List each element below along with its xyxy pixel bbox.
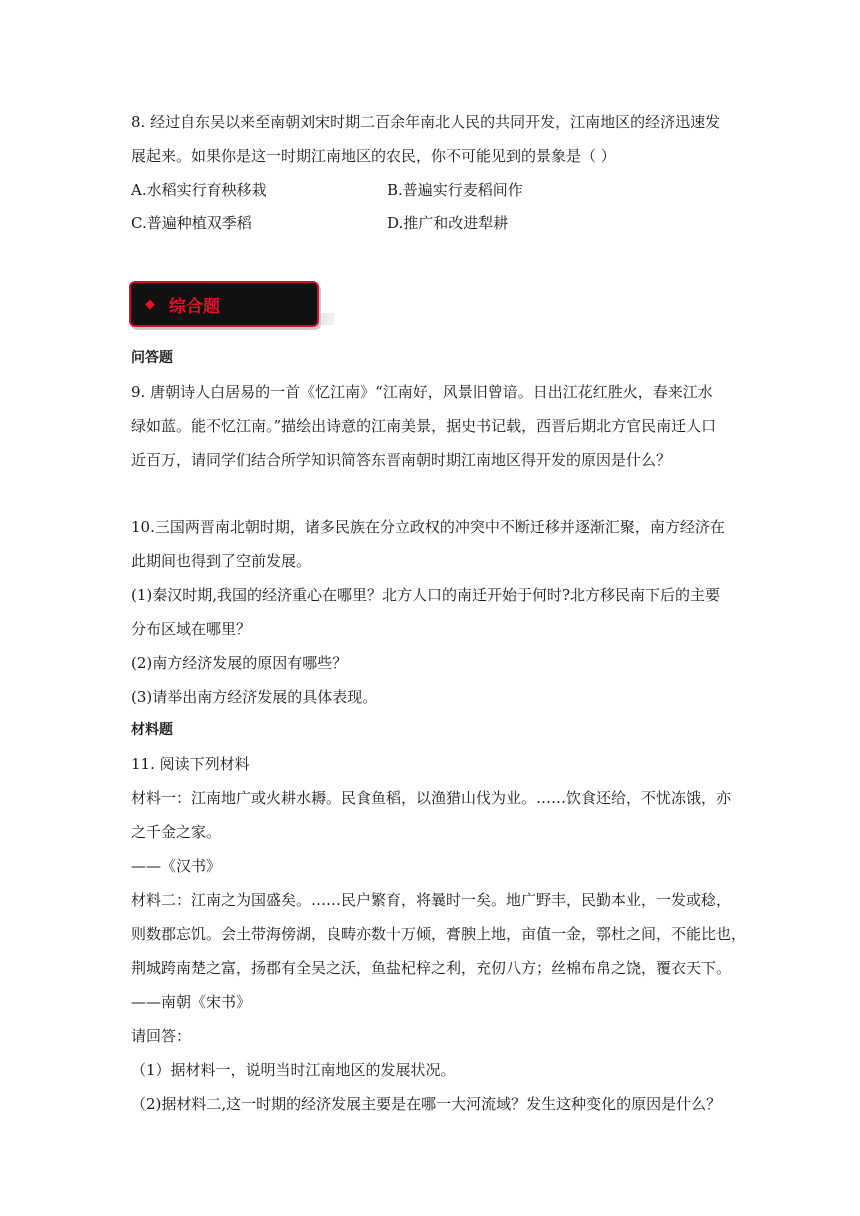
q10-sub1-line-1: (1)秦汉时期,我国的经济重心在哪里？北方人口的南迁开始于何时?北方移民南下后的主要 bbox=[131, 586, 721, 604]
q11-material2-source: ——南朝《宋书》 bbox=[131, 993, 252, 1011]
q9-line-1: 9. 唐朝诗人白居易的一首《忆江南》“江南好，风景旧曾谙。日出江花红胜火，春来江水 bbox=[131, 383, 713, 401]
q8-option-c: C.普遍种植双季稻 bbox=[131, 214, 252, 232]
q8-stem-line-1: 8. 经过自东吴以来至南朝刘宋时期二百余年南北人民的共同开发，江南地区的经济迅速发 bbox=[131, 113, 721, 131]
q8-option-d: D.推广和改进犁耕 bbox=[387, 214, 509, 232]
q11-material1-line-1: 材料一：江南地广或火耕水耨。民食鱼稻，以渔猎山伐为业。……饮食还给，不忧冻饿，亦 bbox=[131, 789, 732, 807]
q8-option-b: B.普遍实行麦稻间作 bbox=[387, 181, 523, 199]
section-heading-material: 材料题 bbox=[131, 722, 173, 738]
q8-option-a: A.水稻实行育秧移栽 bbox=[131, 181, 267, 199]
q10-sub1-line-2: 分布区域在哪里？ bbox=[131, 620, 252, 638]
section-heading-qa: 问答题 bbox=[131, 350, 173, 366]
section-banner bbox=[129, 281, 319, 327]
q9-line-2: 绿如蓝。能不忆江南。”描绘出诗意的江南美景，据史书记载，西晋后期北方官民南迁人口 bbox=[131, 417, 717, 435]
q10-line-2: 此期间也得到了空前发展。 bbox=[131, 552, 312, 570]
section-banner-title: 综合题 bbox=[169, 296, 220, 317]
q11-material2-line-1: 材料二：江南之为国盛矣。……民户繁育，将曩时一矣。地广野丰，民勤本业，一发或稔， bbox=[131, 891, 732, 909]
q11-material1-line-2: 之千金之家。 bbox=[131, 823, 222, 841]
q10-sub3: (3)请举出南方经济发展的具体表现。 bbox=[131, 688, 378, 706]
q10-sub2: (2)南方经济发展的原因有哪些？ bbox=[131, 654, 348, 672]
diamond-icon: ◆ bbox=[145, 296, 155, 312]
q11-prompt: 请回答： bbox=[131, 1027, 192, 1045]
q11-material2-line-2: 则数郡忘饥。会土带海傍湖，良畴亦数十万倾，膏腴上地，亩值一金，鄠杜之间，不能比也， bbox=[131, 925, 747, 943]
q9-line-3: 近百万，请同学们结合所学知识简答东晋南朝时期江南地区得开发的原因是什么？ bbox=[131, 451, 672, 469]
q11-ask-1: （1）据材料一，说明当时江南地区的发展状况。 bbox=[131, 1061, 456, 1079]
q8-stem-line-2: 展起来。如果你是这一时期江南地区的农民，你不可能见到的景象是（ ） bbox=[131, 147, 616, 165]
q11-material1-source: ——《汉书》 bbox=[131, 857, 222, 875]
q11-material2-line-3: 荆城跨南楚之富，扬郡有全吴之沃，鱼盐杞梓之利，充仞八方；丝棉布帛之饶，覆衣天下。 bbox=[131, 959, 732, 977]
q11-ask-2: （2)据材料二,这一时期的经济发展主要是在哪一大河流域？发生这种变化的原因是什么？ bbox=[131, 1095, 722, 1113]
q10-line-1: 10.三国两晋南北朝时期，诸多民族在分立政权的冲突中不断迁移并逐渐汇聚，南方经济在 bbox=[131, 518, 725, 536]
q11-intro: 11. 阅读下列材料 bbox=[131, 755, 250, 773]
